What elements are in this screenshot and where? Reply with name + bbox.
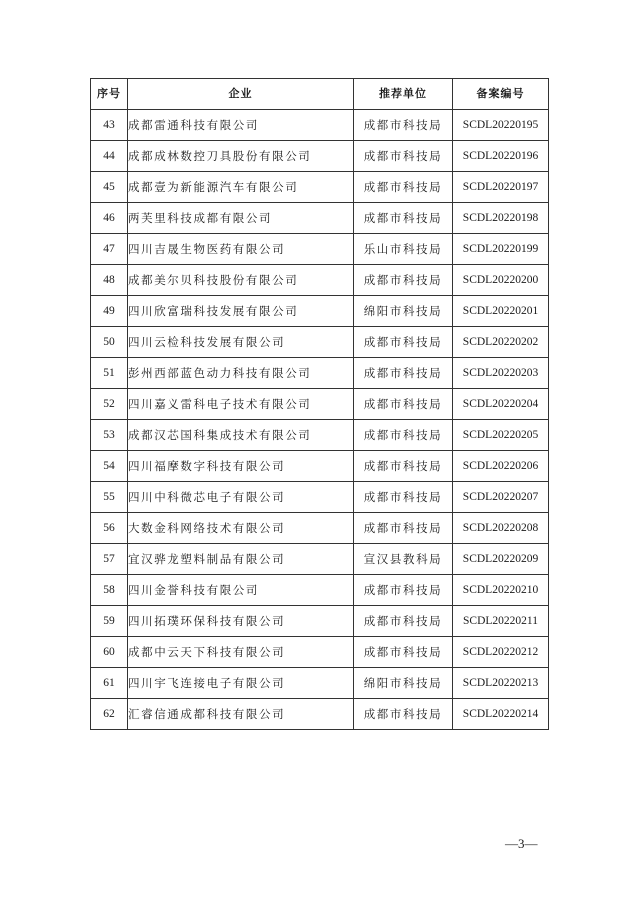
table-row <box>91 110 549 141</box>
cell-serial-number: 47 <box>91 234 128 265</box>
cell-enterprise-name: 成都汉芯国科集成技术有限公司 <box>128 420 354 451</box>
cell-recommending-unit: 成都市科技局 <box>354 389 453 420</box>
cell-filing-number: SCDL20220212 <box>453 637 549 668</box>
cell-filing-number: SCDL20220210 <box>453 575 549 606</box>
cell-serial-number: 54 <box>91 451 128 482</box>
table-row <box>91 358 549 389</box>
cell-serial-number: 48 <box>91 265 128 296</box>
cell-enterprise-name: 四川宇飞连接电子有限公司 <box>128 668 354 699</box>
cell-filing-number: SCDL20220205 <box>453 420 549 451</box>
table-row <box>91 296 549 327</box>
cell-enterprise-name: 四川欣富瑞科技发展有限公司 <box>128 296 354 327</box>
header-recommending-unit: 推荐单位 <box>354 79 453 110</box>
cell-recommending-unit: 成都市科技局 <box>354 172 453 203</box>
cell-recommending-unit: 成都市科技局 <box>354 420 453 451</box>
table-row <box>91 420 549 451</box>
cell-recommending-unit: 成都市科技局 <box>354 141 453 172</box>
table-row <box>91 637 549 668</box>
cell-enterprise-name: 汇睿信通成都科技有限公司 <box>128 699 354 730</box>
cell-enterprise-name: 四川中科微芯电子有限公司 <box>128 482 354 513</box>
enterprise-registry-table <box>90 78 549 730</box>
cell-serial-number: 60 <box>91 637 128 668</box>
cell-serial-number: 56 <box>91 513 128 544</box>
cell-serial-number: 52 <box>91 389 128 420</box>
cell-filing-number: SCDL20220209 <box>453 544 549 575</box>
cell-recommending-unit: 成都市科技局 <box>354 203 453 234</box>
cell-recommending-unit: 绵阳市科技局 <box>354 296 453 327</box>
cell-recommending-unit: 成都市科技局 <box>354 637 453 668</box>
table-row <box>91 668 549 699</box>
cell-recommending-unit: 成都市科技局 <box>354 513 453 544</box>
cell-enterprise-name: 四川拓璞环保科技有限公司 <box>128 606 354 637</box>
cell-enterprise-name: 四川嘉义雷科电子技术有限公司 <box>128 389 354 420</box>
cell-filing-number: SCDL20220213 <box>453 668 549 699</box>
cell-recommending-unit: 成都市科技局 <box>354 265 453 296</box>
cell-enterprise-name: 四川福摩数字科技有限公司 <box>128 451 354 482</box>
cell-serial-number: 61 <box>91 668 128 699</box>
cell-enterprise-name: 成都中云天下科技有限公司 <box>128 637 354 668</box>
table-header-row <box>91 79 549 110</box>
cell-serial-number: 58 <box>91 575 128 606</box>
cell-enterprise-name: 四川金誉科技有限公司 <box>128 575 354 606</box>
cell-filing-number: SCDL20220197 <box>453 172 549 203</box>
cell-serial-number: 62 <box>91 699 128 730</box>
table-row <box>91 141 549 172</box>
cell-enterprise-name: 成都美尔贝科技股份有限公司 <box>128 265 354 296</box>
cell-serial-number: 44 <box>91 141 128 172</box>
cell-recommending-unit: 成都市科技局 <box>354 358 453 389</box>
table-row <box>91 203 549 234</box>
header-serial-number: 序号 <box>91 79 128 110</box>
cell-enterprise-name: 大数金科网络技术有限公司 <box>128 513 354 544</box>
header-enterprise: 企业 <box>128 79 354 110</box>
header-filing-number: 备案编号 <box>453 79 549 110</box>
cell-recommending-unit: 成都市科技局 <box>354 451 453 482</box>
cell-filing-number: SCDL20220195 <box>453 110 549 141</box>
page-number: —3— <box>505 836 538 851</box>
cell-filing-number: SCDL20220208 <box>453 513 549 544</box>
cell-filing-number: SCDL20220207 <box>453 482 549 513</box>
cell-filing-number: SCDL20220201 <box>453 296 549 327</box>
cell-filing-number: SCDL20220200 <box>453 265 549 296</box>
table-row <box>91 265 549 296</box>
cell-filing-number: SCDL20220204 <box>453 389 549 420</box>
table-row <box>91 451 549 482</box>
table-row <box>91 575 549 606</box>
cell-filing-number: SCDL20220196 <box>453 141 549 172</box>
cell-serial-number: 45 <box>91 172 128 203</box>
cell-serial-number: 53 <box>91 420 128 451</box>
cell-recommending-unit: 宣汉县教科局 <box>354 544 453 575</box>
cell-enterprise-name: 成都成林数控刀具股份有限公司 <box>128 141 354 172</box>
cell-filing-number: SCDL20220206 <box>453 451 549 482</box>
table-row <box>91 544 549 575</box>
cell-recommending-unit: 乐山市科技局 <box>354 234 453 265</box>
cell-filing-number: SCDL20220214 <box>453 699 549 730</box>
cell-enterprise-name: 四川云检科技发展有限公司 <box>128 327 354 358</box>
cell-serial-number: 43 <box>91 110 128 141</box>
cell-recommending-unit: 成都市科技局 <box>354 699 453 730</box>
table-row <box>91 482 549 513</box>
table-row <box>91 606 549 637</box>
table-row <box>91 389 549 420</box>
cell-serial-number: 46 <box>91 203 128 234</box>
cell-serial-number: 55 <box>91 482 128 513</box>
cell-filing-number: SCDL20220198 <box>453 203 549 234</box>
table-row <box>91 327 549 358</box>
table-body <box>91 110 549 730</box>
table-row <box>91 234 549 265</box>
cell-recommending-unit: 绵阳市科技局 <box>354 668 453 699</box>
table-row <box>91 699 549 730</box>
cell-recommending-unit: 成都市科技局 <box>354 110 453 141</box>
cell-recommending-unit: 成都市科技局 <box>354 606 453 637</box>
cell-serial-number: 59 <box>91 606 128 637</box>
cell-recommending-unit: 成都市科技局 <box>354 575 453 606</box>
cell-enterprise-name: 宜汉骅龙塑料制品有限公司 <box>128 544 354 575</box>
cell-recommending-unit: 成都市科技局 <box>354 327 453 358</box>
cell-recommending-unit: 成都市科技局 <box>354 482 453 513</box>
cell-serial-number: 57 <box>91 544 128 575</box>
cell-enterprise-name: 彭州西部蓝色动力科技有限公司 <box>128 358 354 389</box>
cell-filing-number: SCDL20220202 <box>453 327 549 358</box>
table-row <box>91 513 549 544</box>
cell-enterprise-name: 四川吉晟生物医药有限公司 <box>128 234 354 265</box>
cell-serial-number: 49 <box>91 296 128 327</box>
cell-filing-number: SCDL20220211 <box>453 606 549 637</box>
cell-serial-number: 50 <box>91 327 128 358</box>
cell-enterprise-name: 成都雷通科技有限公司 <box>128 110 354 141</box>
cell-enterprise-name: 成都壹为新能源汽车有限公司 <box>128 172 354 203</box>
cell-enterprise-name: 两芙里科技成都有限公司 <box>128 203 354 234</box>
table-row <box>91 172 549 203</box>
cell-filing-number: SCDL20220199 <box>453 234 549 265</box>
cell-filing-number: SCDL20220203 <box>453 358 549 389</box>
cell-serial-number: 51 <box>91 358 128 389</box>
